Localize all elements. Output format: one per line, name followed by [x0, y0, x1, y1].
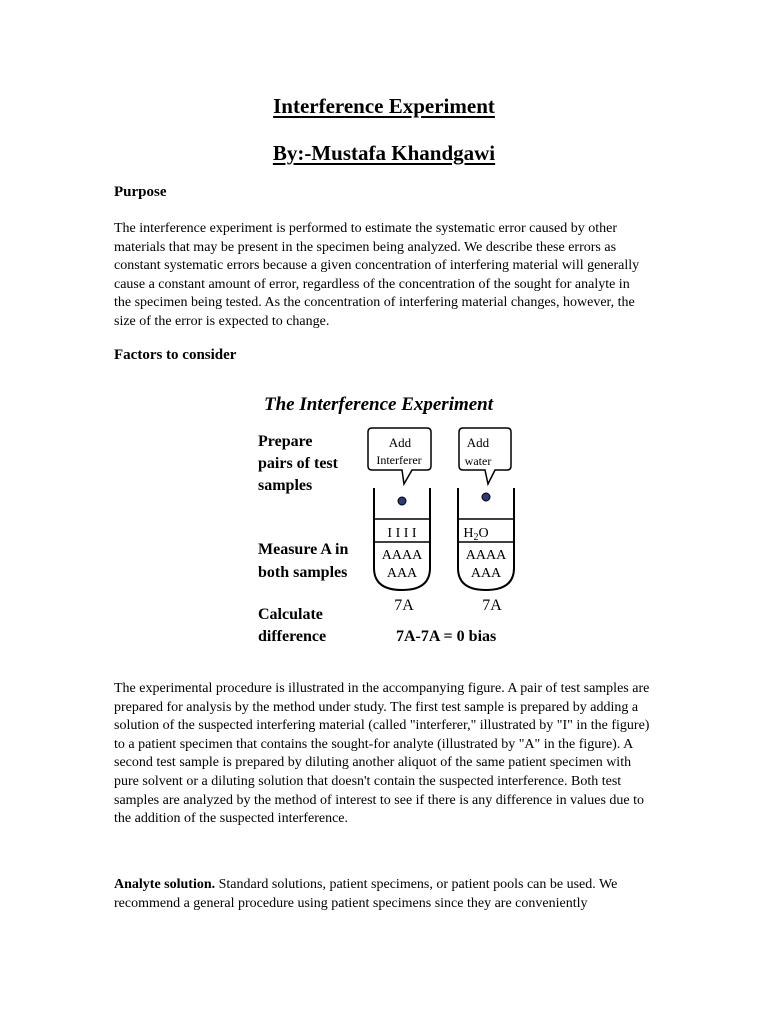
purpose-heading: Purpose	[114, 184, 167, 200]
tube-right-water: $H_2O$	[463, 526, 489, 543]
figure-step1-line3: samples	[258, 477, 313, 494]
figure-step3-line1: Calculate	[258, 606, 323, 623]
purpose-paragraph: The interference experiment is performed to estimate the systematic error caused by other materials that may be present in the specimen being analyzed. We describe these errors as constant systematic errors because a given concentration of interfering material will generally cause a constant amount of error, regardless of the concentration of the sought for analyte in the specimen being tested. As the concentration of interfering material changes, however, the size of the error is expected to change.	[114, 221, 640, 329]
analyte-text: Standard solutions, patient specimens, or patient pools can be used. We recommend a general procedure using patient specimens since they are conveniently	[114, 877, 618, 911]
bubble-right	[459, 428, 511, 484]
figure-step1-line2: pairs of test	[258, 455, 338, 472]
tube-left-analyte-1: AAAA	[381, 548, 423, 563]
bubble-left-line1: Add	[388, 435, 412, 450]
analyte-paragraph	[114, 876, 650, 913]
tube-right-analyte-2: AAA	[470, 566, 502, 581]
figure-step1-line1: Prepare	[258, 433, 313, 450]
result-right: 7A	[482, 597, 502, 614]
figure-step3-line2: difference	[258, 628, 327, 645]
result-left: 7A	[394, 597, 414, 614]
bubble-left	[368, 428, 431, 484]
bias-result: 7A-7A = 0 bias	[396, 628, 497, 645]
document-title: Interference Experiment	[273, 94, 495, 118]
procedure-paragraph: The experimental procedure is illustrated in the accompanying figure. A pair of test samples are prepared for analysis by the method under study. The first test sample is prepared by adding a solution of the suspected interfering material (called "interferer," illustrated by "I" in the figure) to a patient specimen that contains the sought-for analyte (illustrated by "A" in the figure). A second test sample is prepared by diluting another aliquot of the same patient specimen with pure solvent or a diluting solution that doesn't contain the suspected interference. Both test samples are analyzed by the method of interest to see if there is any difference in values due to the addition of the suspected interference.	[114, 681, 650, 827]
tube-left-analyte-2: AAA	[386, 566, 418, 581]
tube-right-analyte-1: AAAA	[465, 548, 507, 563]
figure-step2-line1: Measure A in	[258, 541, 349, 558]
factors-heading: Factors to consider	[114, 347, 237, 363]
figure-title: The Interference Experiment	[264, 394, 494, 415]
tube-right	[458, 488, 514, 590]
analyte-lead: Analyte solution.	[114, 877, 216, 892]
figure-step2-line2: both samples	[258, 564, 348, 581]
document-author: By:-Mustafa Khandgawi	[272, 141, 496, 165]
bubble-right-line1: Add	[466, 435, 490, 450]
drop-left-icon	[398, 497, 406, 505]
bubble-left-line2: Interferer	[376, 453, 422, 467]
bubble-right-line2: water	[464, 454, 492, 468]
drop-right-icon	[482, 493, 490, 501]
tube-left-interferer: I I I I	[387, 526, 417, 541]
